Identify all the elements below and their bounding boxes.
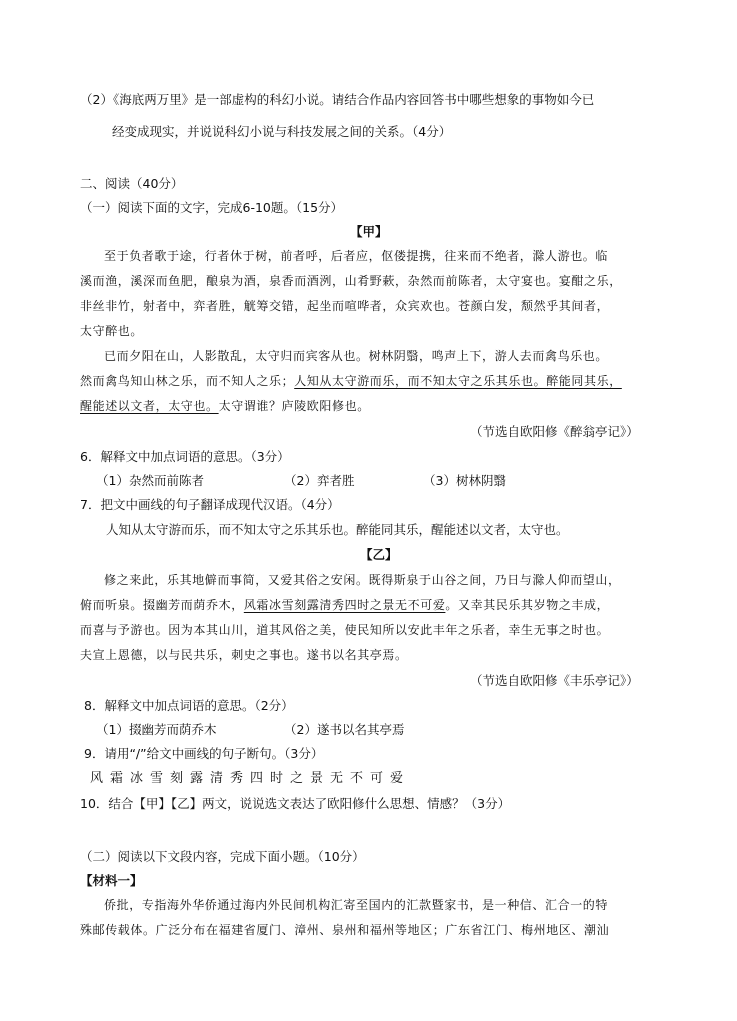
part2-heading: （二）阅读以下文段内容，完成下面小题。（10分） <box>80 849 365 864</box>
jia-p1-line-1: 至于负者歌于途，行者休于树，前者呼，后者应，伛偻提携，往来而不绝者，滁人游也。临 <box>104 249 609 263</box>
jia-label: 【甲】 <box>350 224 388 239</box>
yi-line-4: 夫宣上恩德，以与民共乐，刺史之事也。遂书以名其亭焉。 <box>80 648 408 662</box>
q8-prompt: 8．解释文中加点词语的意思。（2分） <box>84 698 294 713</box>
material1-line-2: 殊邮传载体。广泛分布在福建省厦门、漳州、泉州和福州等地区；广东省江门、梅州地区、潮汕 <box>80 923 610 937</box>
jia-underlined-sentence-part-2: 醒能述以文者，太守也。 <box>80 399 219 413</box>
part1-heading: （一）阅读下面的文字，完成6-10题。（15分） <box>80 200 344 215</box>
q8-item-2: （2）遂书以名其亭焉 <box>284 722 405 737</box>
jia-p2-line-3-plain: 太守谓谁？庐陵欧阳修也。 <box>218 399 370 413</box>
q9-sentence: 风霜冰雪刻露清秀四时之景无不可爱 <box>90 771 411 786</box>
q6-item-3: （3）树林阴翳 <box>423 473 506 488</box>
yi-underlined-sentence: 风霜冰雪刻露清秀四时之景无不可爱 <box>243 598 446 612</box>
q6-item-1: （1）杂然而前陈者 <box>96 473 204 488</box>
q6-item-2: （2）弈者胜 <box>284 473 355 488</box>
yi-line-2-plain-b: 。又幸其民乐其岁物之丰成， <box>445 598 610 612</box>
yi-line-3: 而喜与予游也。因为本其山川，道其风俗之美，使民知所以安此丰年之乐者，幸生无事之时也。 <box>80 623 610 637</box>
yi-line-2-plain-a: 俯而听泉。掇幽芳而荫乔木， <box>80 598 244 612</box>
jia-p1-line-3: 非丝非竹，射者中，弈者胜，觥筹交错，起坐而喧哗者，众宾欢也。苍颜白发，颓然乎其间者， <box>80 299 610 313</box>
yi-source: （节选自欧阳修《丰乐亭记》） <box>470 673 639 688</box>
q6-prompt: 6．解释文中加点词语的意思。（3分） <box>80 449 290 464</box>
jia-p2-line-2-plain: 然而禽鸟知山林之乐，而不知人之乐； <box>80 374 295 388</box>
q8-item-1: （1）掇幽芳而荫乔木 <box>96 722 217 737</box>
yi-line-2 <box>80 597 609 613</box>
jia-p1-line-2: 溪而渔，溪深而鱼肥，酿泉为酒，泉香而酒洌，山肴野蔌，杂然而前陈者，太守宴也。宴酣之乐， <box>80 274 622 288</box>
jia-source: （节选自欧阳修《醉翁亭记》） <box>470 424 639 439</box>
yi-label: 【乙】 <box>360 547 398 562</box>
jia-p2-line-3 <box>80 398 370 414</box>
material1-line-1: 侨批，专指海外华侨通过海内外民间机构汇寄至国内的汇款暨家书，是一种信、汇合一的特 <box>104 898 609 912</box>
q7-sentence: 人知从太守游而乐，而不知太守之乐其乐也。醉能同其乐，醒能述以文者，太守也。 <box>106 522 569 537</box>
yi-line-1: 修之来此，乐其地僻而事简，又爱其俗之安闲。既得斯泉于山谷之间，乃日与滁人仰而望山， <box>104 573 621 587</box>
q10-prompt: 10．结合【甲】【乙】两文，说说选文表达了欧阳修什么思想、情感？（3分） <box>80 796 511 811</box>
jia-underlined-sentence-part-1: 人知从太守游而乐，而不知太守之乐其乐也。醉能同其乐， <box>294 374 622 388</box>
section-heading: 二、阅读（40分） <box>80 176 184 191</box>
jia-p2-line-2 <box>80 373 622 389</box>
q7-prompt: 7．把文中画线的句子翻译成现代汉语。（4分） <box>80 497 340 512</box>
material1-label: 【材料一】 <box>80 873 143 888</box>
q9-prompt: 9．请用“/”给文中画线的句子断句。（3分） <box>84 746 324 761</box>
q2-line-1: （2）《海底两万里》是一部虚构的科幻小说。请结合作品内容回答书中哪些想象的事物如今已 <box>80 92 595 107</box>
q2-line-2: 经变成现实，并说说科幻小说与科技发展之间的关系。（4分） <box>112 124 452 139</box>
jia-p2-line-1: 已而夕阳在山，人影散乱，太守归而宾客从也。树林阴翳，鸣声上下，游人去而禽鸟乐也。 <box>104 349 609 363</box>
jia-p1-line-4: 太守醉也。 <box>80 324 144 338</box>
